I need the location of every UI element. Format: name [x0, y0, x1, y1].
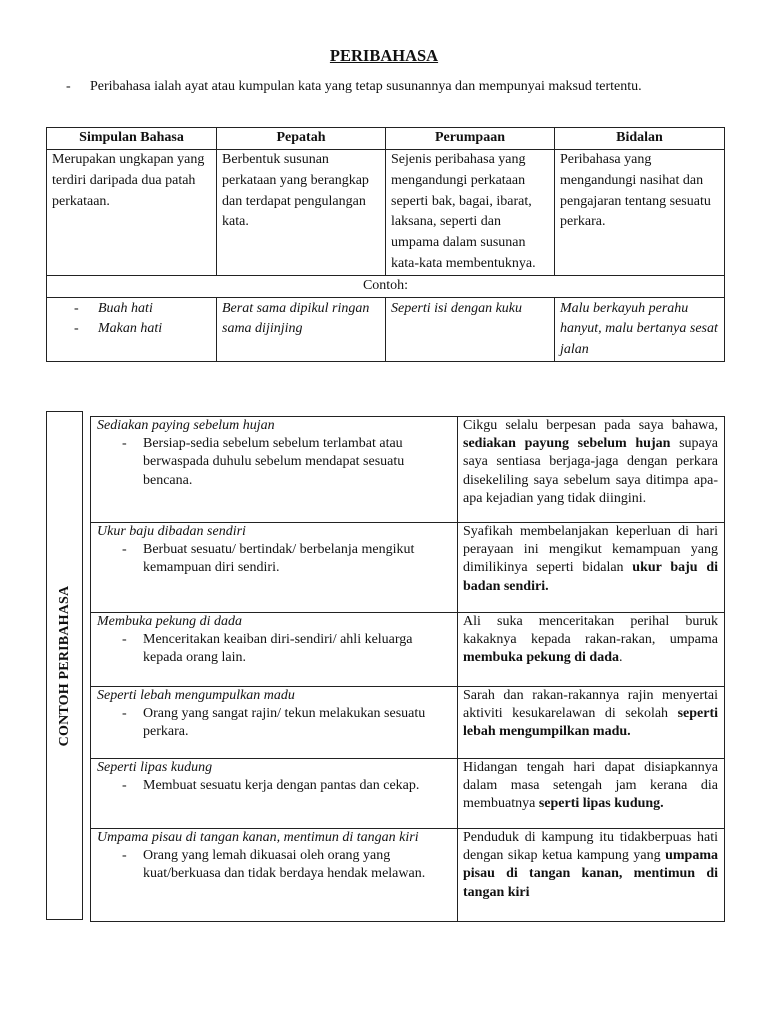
example-proverb-bold: seperti lipas kudung.	[538, 796, 664, 812]
proverb-name: Umpama pisau di tangan kanan, mentimun di tangan kiri	[97, 830, 419, 845]
example-text: Penduduk di kampung itu tidakberpuas hati dengan sikap ketua kampung yang	[463, 830, 718, 864]
desc-simpulan-bahasa: Merupakan ungkapan yang terdiri daripada dua patah perkataan.	[47, 150, 217, 276]
proverb-meaning: - Membuat sesuatu kerja dengan pantas dan cekap.	[97, 777, 453, 795]
example-text: Sarah dan rakan-rakannya rajin menyertai aktiviti kesukarelawan di sekolah	[463, 688, 718, 722]
example-pepatah: Berat sama dipikul ringan sama dijinjing	[217, 297, 386, 361]
example-proverb-bold: ukur baju di badan sendiri.	[463, 560, 719, 594]
contoh-row	[47, 275, 725, 297]
side-label-box	[46, 411, 83, 920]
example-proverb-bold: membuka pekung di dada	[463, 650, 620, 666]
proverb-cell	[91, 417, 458, 523]
list-item: - Makan hati	[52, 319, 211, 340]
table-row	[91, 829, 725, 922]
types-example-row	[47, 297, 725, 361]
header-simpulan-bahasa: Simpulan Bahasa	[47, 128, 217, 150]
proverb-meaning: - Menceritakan keaiban diri-sendiri/ ahli keluarga kepada orang lain.	[97, 631, 453, 667]
side-label: CONTOH PERIBAHASA	[56, 585, 72, 746]
example-text: Syafikah membelanjakan keperluan di hari perayaan ini mengikut kemampuan yang dimilikinya seperti bidalan	[463, 524, 718, 576]
example-sentence	[458, 687, 725, 759]
example-sentence	[458, 523, 725, 613]
table-row	[91, 687, 725, 759]
proverb-cell	[91, 687, 458, 759]
header-bidalan: Bidalan	[555, 128, 725, 150]
types-description-row	[47, 150, 725, 276]
proverb-cell	[91, 829, 458, 922]
examples-table	[90, 416, 725, 922]
table-row	[91, 417, 725, 523]
intro-dash: -	[66, 79, 71, 94]
proverb-name: Membuka pekung di dada	[97, 614, 243, 629]
example-text: Hidangan tengah hari dapat disiapkannya dalam masa setengah jam kerana dia membuatnya	[463, 760, 718, 812]
proverb-name: Ukur baju dibadan sendiri	[97, 524, 246, 539]
example-perumpaan: Seperti isi dengan kuku	[386, 297, 555, 361]
header-perumpaan: Perumpaan	[386, 128, 555, 150]
proverb-cell	[91, 523, 458, 613]
table-row	[91, 523, 725, 613]
proverb-cell	[91, 759, 458, 829]
types-table	[46, 127, 725, 362]
example-sentence	[458, 759, 725, 829]
example-text: .	[619, 650, 623, 666]
proverb-cell	[91, 613, 458, 687]
example-bidalan: Malu berkayuh perahu hanyut, malu bertanya sesat jalan	[555, 297, 725, 361]
proverb-meaning: - Berbuat sesuatu/ bertindak/ berbelanja mengikut kemampuan diri sendiri.	[97, 541, 453, 577]
example-text: supaya saya sentiasa berjaga-jaga dengan perkara disekeliling saya sebelum saya ditimpa apa-apa kejadian yang tidak diingini.	[463, 436, 718, 506]
proverb-name: Seperti lebah mengumpulkan madu	[97, 688, 295, 703]
desc-perumpaan: Sejenis peribahasa yang mengandungi perkataan seperti bak, bagai, ibarat, laksana, seperti dan umpama dalam susunan kata-kata membentuknya.	[386, 150, 555, 276]
header-pepatah: Pepatah	[217, 128, 386, 150]
list-item: - Buah hati	[52, 299, 211, 320]
desc-pepatah: Berbentuk susunan perkataan yang berangkap dan terdapat pengulangan kata.	[217, 150, 386, 276]
example-text: Ali suka menceritakan perihal buruk kakaknya kepada rakan-rakan, umpama	[463, 614, 718, 648]
example-sentence	[458, 417, 725, 523]
example-sentence	[458, 829, 725, 922]
types-header-row	[47, 128, 725, 150]
proverb-meaning: - Bersiap-sedia sebelum sebelum terlambat atau berwaspada duhulu sebelum mendapat sesuatu bencana.	[97, 435, 453, 490]
example-proverb-bold: sediakan payung sebelum hujan	[463, 436, 671, 452]
example-simpulan-list	[52, 299, 211, 341]
contoh-label: Contoh:	[47, 275, 725, 297]
proverb-name: Seperti lipas kudung	[97, 760, 213, 775]
example-text: Cikgu selalu berpesan pada saya bahawa,	[463, 418, 718, 433]
page-title: PERIBAHASA	[329, 46, 439, 65]
proverb-meaning: - Orang yang lemah dikuasai oleh orang yang kuat/berkuasa dan tidak berdaya hendak melawan.	[97, 847, 453, 883]
table-row	[91, 613, 725, 687]
example-simpulan-bahasa	[47, 297, 217, 361]
table-row	[91, 759, 725, 829]
example-proverb-bold: umpama pisau di tangan kanan, mentimun di tangan kiri	[463, 848, 718, 900]
desc-bidalan: Peribahasa yang mengandungi nasihat dan pengajaran tentang sesuatu perkara.	[555, 150, 725, 276]
example-sentence	[458, 613, 725, 687]
proverb-name: Sediakan paying sebelum hujan	[97, 418, 275, 433]
example-proverb-bold: seperti lebah mengumpilkan madu.	[463, 706, 718, 740]
proverb-meaning: - Orang yang sangat rajin/ tekun melakukan sesuatu perkara.	[97, 705, 453, 741]
intro-definition	[66, 79, 642, 95]
intro-text: Peribahasa ialah ayat atau kumpulan kata yang tetap susunannya dan mempunyai maksud tertentu.	[90, 79, 642, 94]
